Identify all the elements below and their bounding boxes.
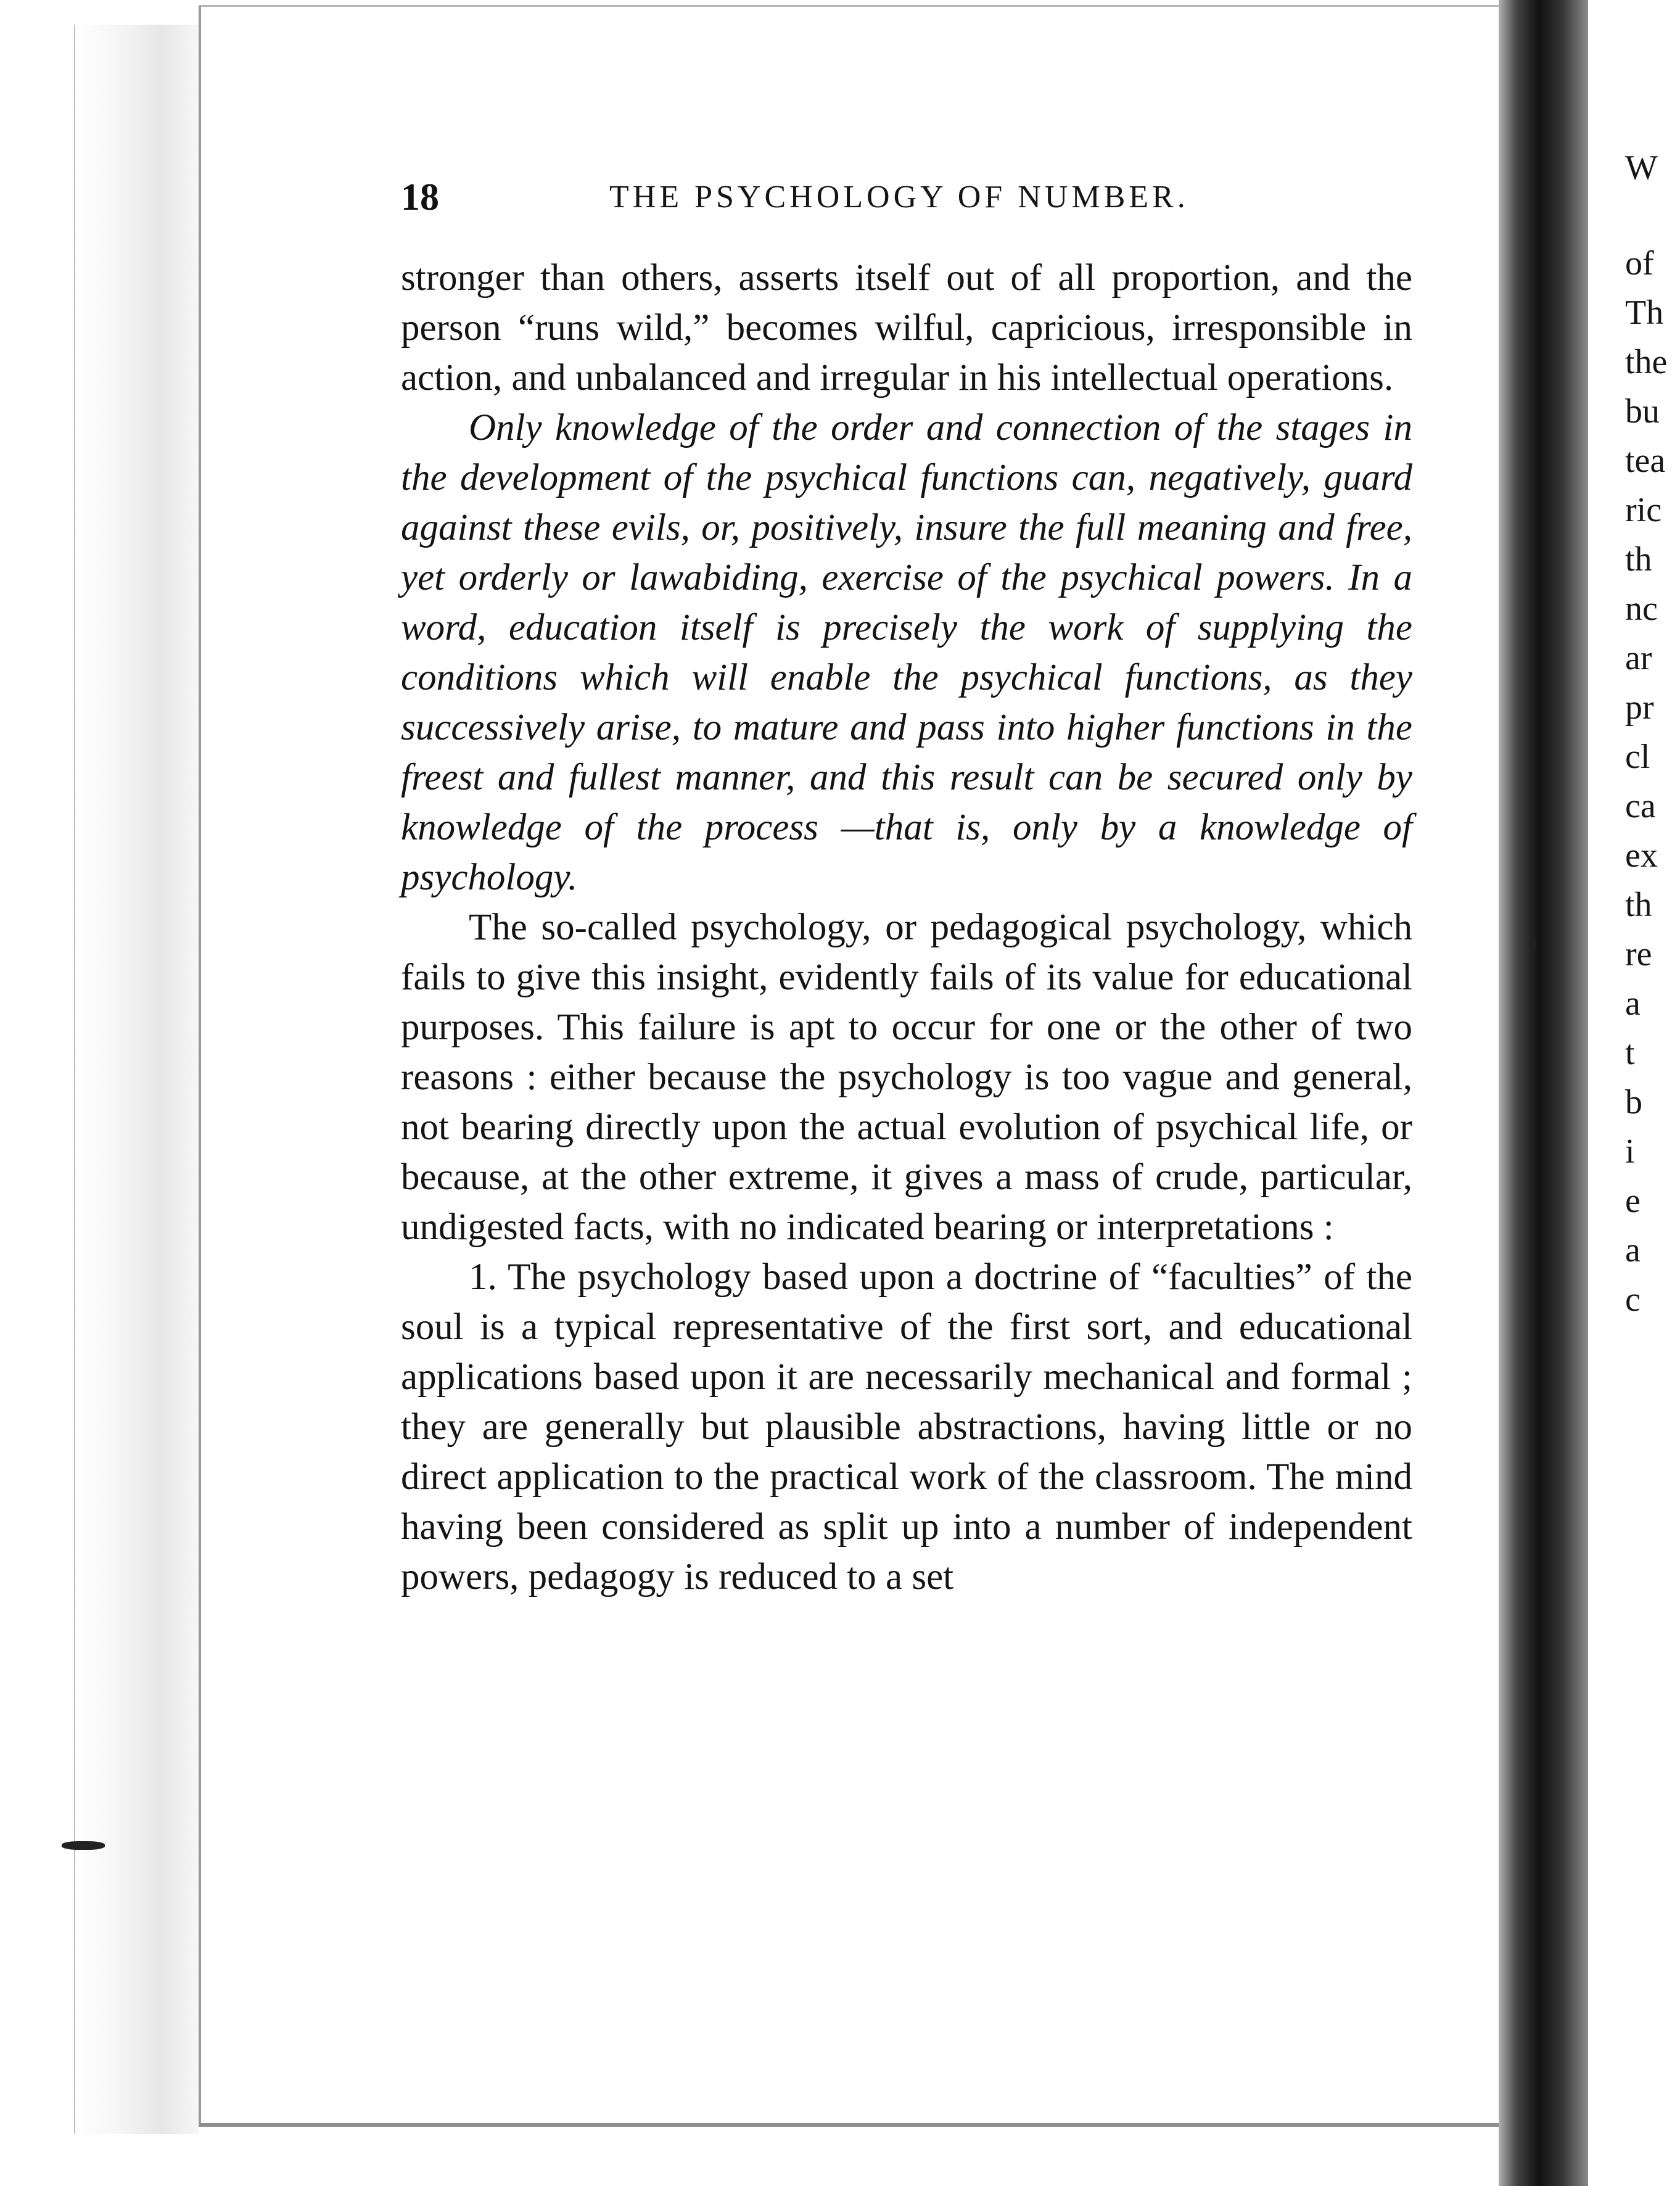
paragraph-1: stronger than others, asserts itself out of all proportion, and the person “runs wild,” becomes wilful, capricious, irresponsible in action, and unbalanced and irregular in his intellectual operations. xyxy=(401,257,1412,398)
paragraph-2-italic: Only knowledge of the order and connection of the stages in the development of the psychical functions can, negatively, guard against these evils, or, positively, insure the full meaning and free, yet orderly or lawabiding, exercise of the psychical powers. In a word, education itself is precisely the work of supplying the conditions which will enable the psychical functions, as they successively arise, to mature and pass into higher functions in the freest and fullest manner, and this result can be secured only by knowledge of the process —that is, only by a knowledge of psychology. xyxy=(401,407,1412,898)
facing-fragment: Th xyxy=(1625,294,1664,332)
facing-fragment: a xyxy=(1625,1231,1641,1269)
facing-fragment: of xyxy=(1625,244,1654,283)
page-number: 18 xyxy=(401,176,439,218)
facing-fragment: ar xyxy=(1625,639,1652,677)
facing-fragment: i xyxy=(1625,1132,1635,1171)
facing-fragment: th xyxy=(1625,886,1652,924)
facing-fragment: bu xyxy=(1625,392,1660,431)
facing-fragment: th xyxy=(1625,540,1652,579)
paragraph-4: 1. The psychology based upon a doctrine of “faculties” of the soul is a typical representative of the first sort, and educational applications based upon it are necessarily mechanical and formal ; they are generally but plausible abstractions, having little or no direct application to the practical work of the classroom. The mind having been considered as split up into a number of independent powers, pedagogy is reduced to a set xyxy=(401,1256,1412,1598)
facing-fragment: ca xyxy=(1625,787,1656,825)
facing-fragment: t xyxy=(1625,1034,1635,1072)
facing-fragment: the xyxy=(1625,343,1668,381)
page-body xyxy=(401,253,1412,1602)
running-head-title: THE PSYCHOLOGY OF NUMBER. xyxy=(609,179,1189,215)
facing-fragment: ric xyxy=(1625,491,1662,529)
facing-fragment: W xyxy=(1625,149,1658,187)
facing-fragment: cl xyxy=(1625,738,1650,776)
facing-page-fragment xyxy=(1588,0,1680,2186)
facing-fragment: tea xyxy=(1625,442,1666,480)
left-page-edge xyxy=(74,25,199,2134)
facing-fragment: nc xyxy=(1625,590,1658,628)
facing-fragment: a xyxy=(1625,984,1641,1023)
scan-mark xyxy=(1530,938,1536,951)
book-gutter xyxy=(1499,0,1588,2186)
facing-fragment: b xyxy=(1625,1083,1642,1121)
paragraph-3: The so-called psychology, or pedagogical psychology, which fails to give this insight, evidently fails of its value for educational purposes. This failure is apt to occur for one or the other of two reasons : either because the psychology is too vague and general, not bearing directly upon the actual evolution of psychical life, or because, at the other extreme, it gives a mass of crude, particular, undigested facts, with no indicated bearing or interpretations : xyxy=(401,907,1412,1248)
facing-fragment: re xyxy=(1625,935,1652,973)
facing-fragment: ex xyxy=(1625,836,1658,875)
scan-mark xyxy=(62,1841,105,1850)
facing-fragment: pr xyxy=(1625,688,1654,727)
facing-fragment: c xyxy=(1625,1281,1641,1319)
facing-fragment: e xyxy=(1625,1182,1641,1220)
